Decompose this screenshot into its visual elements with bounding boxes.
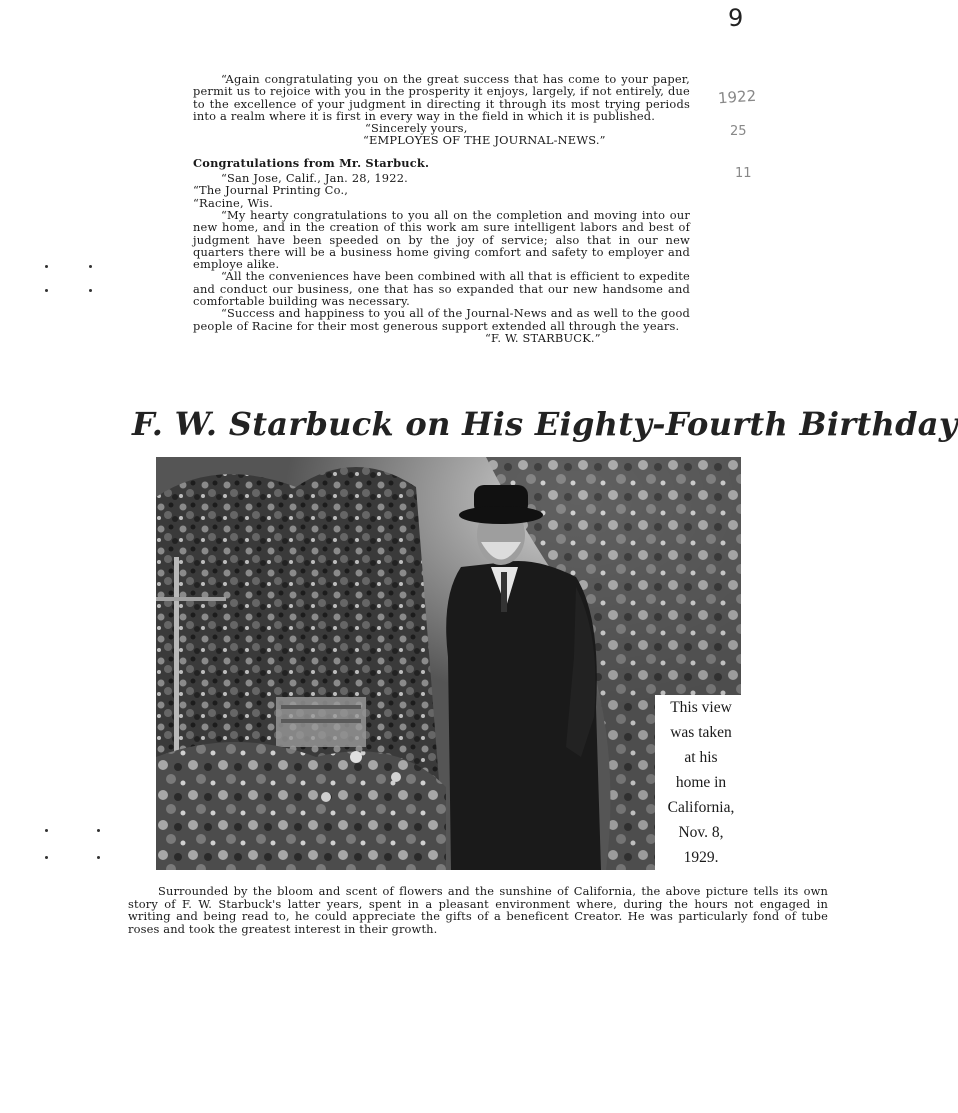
caption-line: This view [670, 699, 732, 716]
archival-note-2: 25 [730, 124, 747, 139]
photo-description: Surrounded by the bloom and scent of flowers and the sunshine of California, the above picture tells its own story of F. W. Starbuck's latter years, spent in a pleasant environment where, during the hours not engaged in writing and being read to, he could appreciate the gifts of a beneficent Creator. He was particularly fond of tube roses and took the greatest interest in their growth. [128, 884, 828, 936]
letter2-signature: “F. W. STARBUCK.” [485, 330, 601, 345]
article-headline: F. W. Starbuck on His Eighty-Fourth Birthday [132, 405, 958, 443]
letters-column [193, 73, 690, 344]
scan-speck [45, 265, 48, 268]
photo-caption [655, 695, 747, 873]
letter1-body: “Again congratulating you on the great success that has come to your paper, permit us to rejoice with you in the prosperity it enjoys, largely, if not entirely, due to the excellence of your judgment in directing it through its most trying periods into a realm where it is first in every way in the field in which it is published. [193, 72, 690, 123]
caption-line: Nov. 8, [678, 824, 724, 841]
scan-speck [89, 289, 92, 292]
caption-line: at his [684, 749, 718, 766]
scan-speck [45, 856, 48, 859]
letter2-heading: Congratulations from Mr. Starbuck. [193, 155, 430, 170]
scan-speck [97, 829, 100, 832]
caption-line: home in [675, 774, 727, 791]
starbuck-photograph [156, 457, 741, 870]
letter2-paragraph-2: “All the conveniences have been combined with all that is efficient to expedite and conduct our business, one that has so expanded that our new handsome and comfortable building was necessary. [193, 269, 690, 309]
caption-line: 1929. [683, 849, 719, 866]
letter1-signature: “EMPLOYES OF THE JOURNAL-NEWS.” [363, 133, 606, 148]
scan-speck [89, 265, 92, 268]
letter2-paragraph-3: “Success and happiness to you all of the Journal-News and as well to the good people of Racine for their most generous support extended all through the years. [193, 306, 690, 333]
scan-speck [45, 289, 48, 292]
letter2-paragraph-1: “My hearty congratulations to you all on the completion and moving into our new home, and in the creation of this work am sure intelligent labors and best of judgment have been speeded on by the joy of service; also that in our new quarters there will be a business home giving comfort and safety to employer and employe alike. [193, 207, 690, 272]
caption-line: California, [667, 799, 735, 816]
page-number: 9 [728, 4, 744, 32]
scan-speck [97, 856, 100, 859]
archival-note-3: 11 [735, 166, 752, 181]
archival-note: 1922 [717, 86, 757, 108]
scan-speck [45, 829, 48, 832]
letter2-dateline: “San Jose, Calif., Jan. 28, 1922. [221, 171, 408, 186]
letter1-closing: “Sincerely yours, [365, 121, 468, 136]
letter2-address-2: “Racine, Wis. [193, 195, 274, 210]
letter2-address-1: “The Journal Printing Co., [193, 183, 349, 198]
caption-line: was taken [670, 724, 732, 741]
